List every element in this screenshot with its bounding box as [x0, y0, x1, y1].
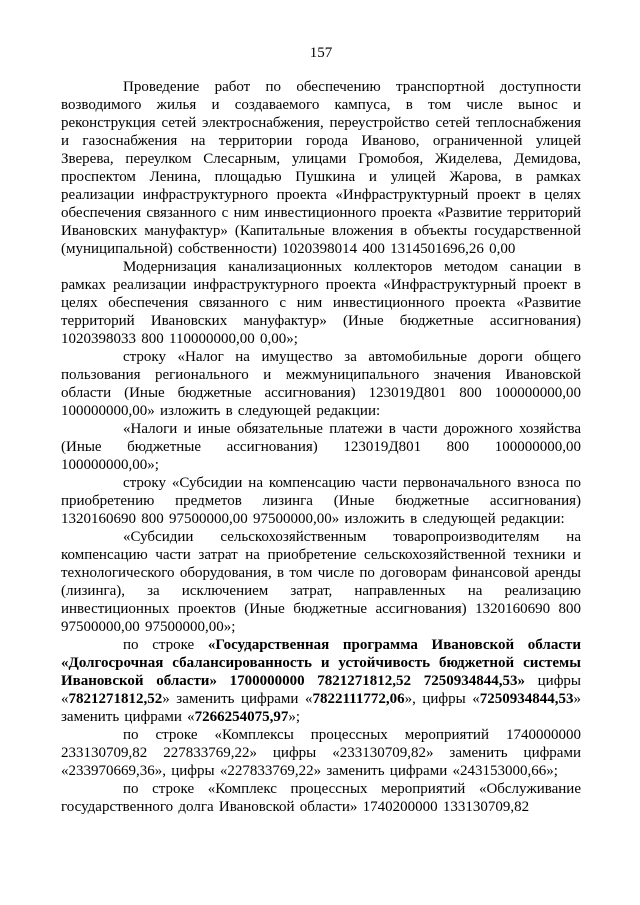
text-segment: строку «Субсидии на компенсацию части первоначального взноса по приобретению предметов лизинга (Иные бюджетные ассигнования) 1320160690 800 97500000,00 97500000,00» изложить в следующей редакции:	[61, 475, 581, 527]
text-segment: » заменить цифрами «	[162, 691, 313, 707]
text-segment: по строке	[123, 637, 208, 653]
paragraph-1	[61, 78, 581, 258]
paragraph-8	[61, 726, 581, 780]
text-segment: », цифры «	[404, 691, 480, 707]
text-segment: Проведение работ по обеспечению транспортной доступности возводимого жилья и создаваемого кампуса, в том числе вынос и реконструкция сетей электроснабжения, переустройство сетей теплоснабжения и газоснабжения на территории города Иваново, ограниченной улицей Зверева, переулком Слесарным, улицами Громобоя, Жиделева, Демидова, проспектом Ленина, площадью Пушкина и улицей Жарова, в рамках реализации инфраструктурного проекта «Инфраструктурный проект в целях обеспечения связанного с ним инвестиционного проекта «Развитие территорий Ивановских мануфактур» (Капитальные вложения в объекты государственной (муниципальной) собственности) 1020398014 400 1314501696,26 0,00	[61, 79, 581, 257]
text-segment: по строке «Комплексы процессных мероприятий 1740000000 233130709,82 227833769,22» цифры «233130709,82» заменить цифрами «233970669,36», цифры «227833769,22» заменить цифрами «243153000,66»;	[61, 727, 581, 779]
text-segment: »;	[288, 709, 301, 725]
paragraph-6	[61, 528, 581, 636]
bold-text-segment: 7250934844,53	[479, 691, 574, 707]
text-segment: строку «Налог на имущество за автомобильные дороги общего пользования регионального и межмуниципального значения Ивановской области (Иные бюджетные ассигнования) 123019Д801 800 100000000,00 100000000,00» изложить в следующей редакции:	[61, 349, 581, 419]
paragraph-9	[61, 780, 581, 816]
text-segment: » заменить цифрами «	[61, 691, 582, 725]
text-segment: по строке «Комплекс процессных мероприятий «Обслуживание государственного долга Ивановской области» 1740200000 133130709,82	[61, 781, 581, 815]
page-number: 157	[309, 45, 333, 61]
bold-text-segment: 7822111772,06	[312, 691, 405, 707]
text-segment: «Налоги и иные обязательные платежи в части дорожного хозяйства (Иные бюджетные ассигнования) 123019Д801 800 100000000,00 100000000,00»;	[61, 421, 581, 473]
paragraph-4	[61, 420, 581, 474]
paragraph-5	[61, 474, 581, 528]
paragraph-2	[61, 258, 581, 348]
paragraph-3	[61, 348, 581, 420]
text-segment: цифры «	[61, 673, 581, 707]
text-segment: «Субсидии сельскохозяйственным товаропроизводителям на компенсацию части затрат на приобретение сельскохозяйственной техники и технологического оборудования, в том числе по договорам финансовой аренды (лизинга), за исключением затрат, направленных на реализацию инвестиционных проектов (Иные бюджетные ассигнования) 1320160690 800 97500000,00 97500000,00»;	[61, 529, 581, 635]
bold-text-segment: 7266254075,97	[194, 709, 289, 725]
document-body	[61, 78, 581, 816]
bold-text-segment: «Государственная программа Ивановской области «Долгосрочная сбалансированность и устойчивость бюджетной системы Ивановской области» 1700000000 7821271812,52 7250934844,53»	[61, 637, 581, 689]
paragraph-7	[61, 636, 581, 726]
bold-text-segment: 7821271812,52	[68, 691, 163, 707]
text-segment: Модернизация канализационных коллекторов методом санации в рамках реализации инфраструктурного проекта «Инфраструктурный проект в целях обеспечения связанного с ним инвестиционного проекта «Развитие территорий Ивановских мануфактур» (Иные бюджетные ассигнования) 1020398033 800 110000000,00 0,00»;	[61, 259, 581, 347]
